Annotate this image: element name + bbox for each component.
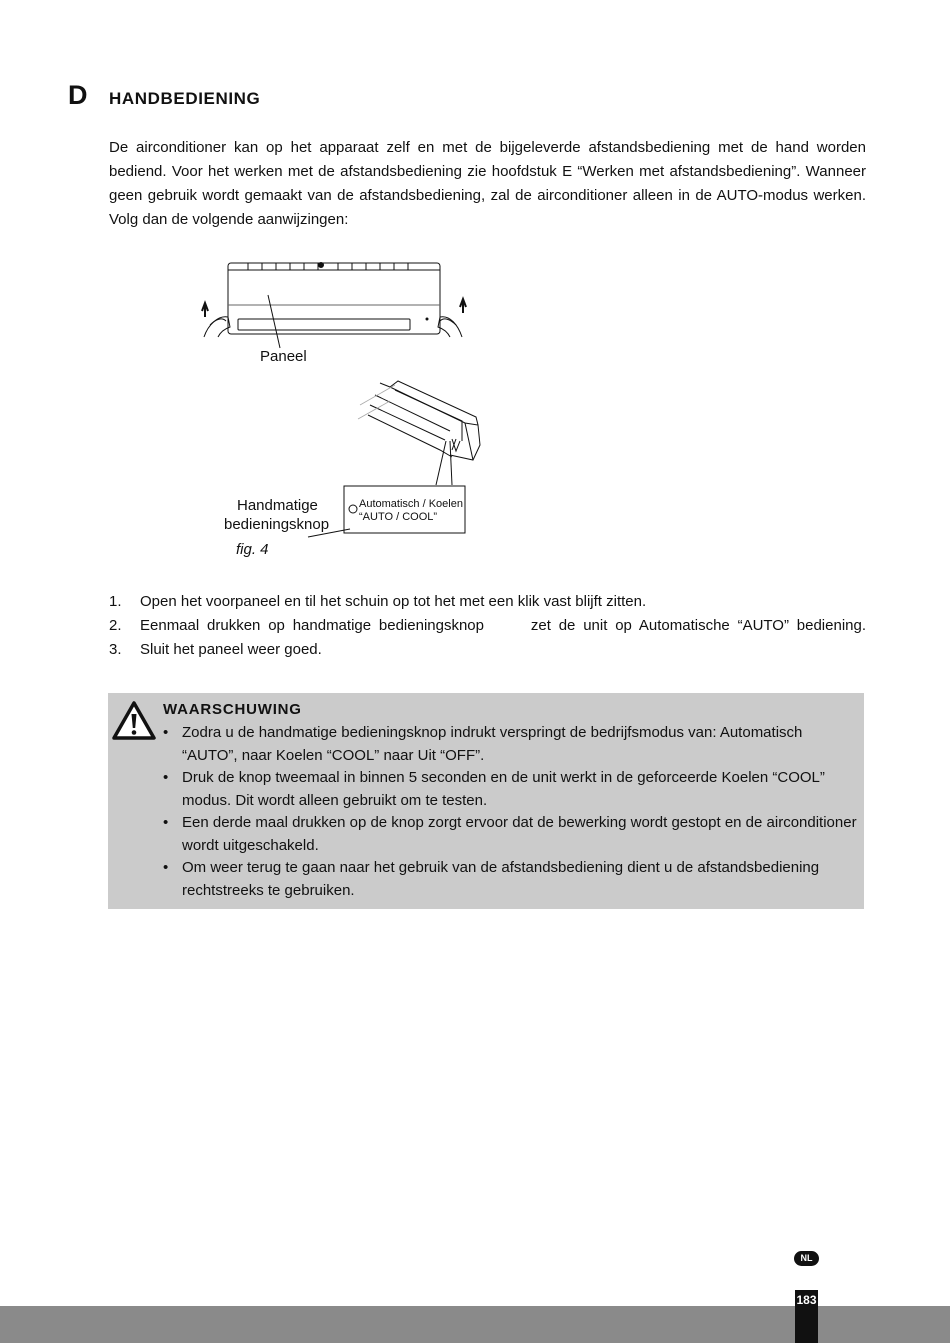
figure-4 — [190, 255, 510, 565]
warning-item-text: Zodra u de handmatige bedieningsknop indrukt verspringt de bedrijfsmodus van: Automatisch “AUTO”, naar Koelen “COOL” naar Uit “OFF”. — [182, 724, 803, 764]
step-number: 2. — [109, 617, 122, 634]
bullet-icon: • — [163, 724, 169, 741]
steps-list — [109, 590, 866, 662]
intro-paragraph: De airconditioner kan op het apparaat zelf en met de bijgeleverde afstandsbediening met de hand worden bediend. Voor het werken met de afstandsbediening zie hoofdstuk E “Werken met afstandsbediening”. Wanneer geen gebruik wordt gemaakt van de afstandsbediening, zal de airconditioner alleen in de AUTO-modus werken. Volg dan de volgende aanwijzingen: — [109, 139, 866, 228]
warning-item-text: Om weer terug te gaan naar het gebruik van de afstandsbediening dient u de afstandsbediening rechtstreeks te gebruiken. — [182, 859, 820, 899]
manual-button-label-line2: bedieningsknop — [224, 516, 330, 533]
step-number: 3. — [109, 641, 122, 658]
list-item — [109, 638, 866, 662]
warning-item-text: Druk de knop tweemaal in binnen 5 seconden en de unit werkt in de geforceerde Koelen “COOL” modus. Dit wordt alleen gebruikt om te testen. — [182, 769, 825, 809]
list-item — [163, 812, 859, 857]
callout-text-line2: “AUTO / COOL” — [359, 511, 438, 523]
manual-button-label-line1: Handmatige — [237, 497, 318, 514]
unit-perspective-view — [368, 381, 480, 460]
figure-caption: fig. 4 — [236, 541, 269, 558]
step-text: Open het voorpaneel en til het schuin op tot het met een klik vast blijft zitten. — [140, 593, 647, 610]
unit-front-view — [228, 263, 440, 335]
hand-left — [204, 317, 230, 337]
page-number: 183 — [796, 1293, 817, 1307]
page-number-tab — [795, 1290, 818, 1343]
list-item — [163, 722, 859, 767]
warning-box — [108, 693, 864, 909]
warning-list — [163, 722, 859, 902]
warning-item-text: Een derde maal drukken op de knop zorgt ervoor dat de bewerking wordt gestopt en de airconditioner wordt uitgeschakeld. — [182, 814, 857, 854]
step-text: Eenmaal drukken op handmatige bedieningsknop zet de unit op Automatische “AUTO” bediening. — [140, 617, 866, 634]
hand-right — [438, 317, 462, 337]
list-item — [163, 767, 859, 812]
arrow-left-up — [202, 303, 208, 317]
section-title: HANDBEDIENING — [109, 89, 261, 108]
step-number: 1. — [109, 593, 122, 610]
bullet-icon: • — [163, 814, 169, 831]
arrow-right-up — [460, 299, 466, 313]
language-badge: NL — [794, 1251, 819, 1266]
list-item — [109, 614, 866, 638]
list-item — [109, 590, 866, 614]
button-symbol — [349, 505, 357, 513]
bullet-icon: • — [163, 859, 169, 876]
warning-title: WAARSCHUWING — [163, 701, 302, 718]
callout-text-line1: Automatisch / Koelen — [359, 498, 463, 510]
bullet-icon: • — [163, 769, 169, 786]
panel-label: Paneel — [260, 348, 307, 365]
warning-triangle-icon — [112, 701, 156, 741]
section-letter: D — [68, 80, 88, 110]
step-text: Sluit het paneel weer goed. — [140, 641, 322, 658]
list-item — [163, 857, 859, 902]
